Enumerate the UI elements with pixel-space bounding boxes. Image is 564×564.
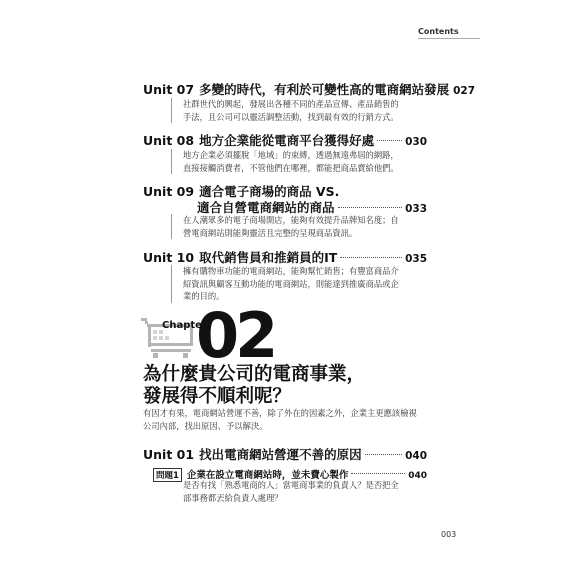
chapter-label: Chapter: [162, 320, 207, 331]
page-number: 030: [405, 136, 427, 148]
page-number: 040: [408, 471, 427, 481]
dot-leader: [365, 454, 403, 455]
toc-entry-unit-08[interactable]: [143, 131, 427, 149]
unit-title-line-1: 適合電子商場的商品 VS.: [199, 184, 340, 199]
contents-header: Contents: [418, 27, 459, 36]
unit-description: 地方企業必須擺脫「地域」的束縛，透過無遠弗屆的網路， 直接接觸消費者，不管他們在哪裡，都能把商品賣給他們。: [171, 149, 419, 174]
question-tag: 問題1: [153, 468, 182, 482]
unit-number: Unit 09: [143, 184, 195, 199]
unit-title: 多變的時代，有利於可變性高的電商網站發展: [199, 82, 450, 97]
question-description: 是否有找「熟悉電商的人」當電商事業的負責人？是否把全 部事務都丟給負責人處理？: [183, 480, 399, 503]
unit-title-line-2: 適合自營電商網站的商品: [197, 200, 335, 215]
unit-title: 地方企業能從電商平台獲得好處: [199, 133, 375, 148]
unit-title: 取代銷售員和推銷員的IT: [199, 250, 338, 265]
question-title: 企業在設立電商網站時，並未費心製作: [186, 470, 349, 481]
dot-leader: [377, 140, 402, 141]
toc-entry-unit-07[interactable]: [143, 80, 475, 98]
toc-entry-chapter-unit-01[interactable]: [143, 445, 427, 463]
page-number: 033: [405, 203, 427, 215]
unit-description: 擁有購物車功能的電商網站，能夠幫忙銷售；有豐富商品介 紹資訊與顧客互動功能的電商網站，則能達到推廣商品或企 業的目的。: [171, 265, 419, 303]
dot-leader: [340, 257, 402, 258]
unit-number: Unit 01: [143, 447, 195, 462]
toc-entry-unit-10[interactable]: [143, 248, 427, 266]
unit-description: 社群世代的興起，發展出各種不同的產品宣傳、產品銷售的 手法，且公司可以靈活調整活動，找到最有效的行銷方式。: [171, 98, 419, 123]
unit-title: 找出電商網站營運不善的原因: [199, 447, 362, 462]
unit-number: Unit 07: [143, 82, 195, 97]
header-rule: [418, 38, 480, 39]
page-number: 027: [453, 85, 475, 97]
chapter-number: 02: [196, 299, 275, 372]
page-number: 035: [405, 253, 427, 265]
unit-number: Unit 08: [143, 133, 195, 148]
chapter-intro: 有因才有果，電商網站營運不善，除了外在的因素之外，企業主更應該檢視 公司內部，找出原因、予以解決。: [143, 408, 417, 431]
page-number: 040: [405, 450, 427, 462]
dot-leader: [338, 207, 403, 208]
page-folio: 003: [441, 530, 457, 539]
chapter-heading: 為什麼貴公司的電商事業， 發展得不順利呢？: [143, 364, 366, 407]
unit-description: 在人潮眾多的電子商場開店，能夠有效提升品牌知名度；自 營電商網站則能夠靈活且完整的呈現商品資訊。: [171, 214, 419, 239]
unit-number: Unit 10: [143, 250, 195, 265]
dot-leader: [351, 473, 405, 474]
